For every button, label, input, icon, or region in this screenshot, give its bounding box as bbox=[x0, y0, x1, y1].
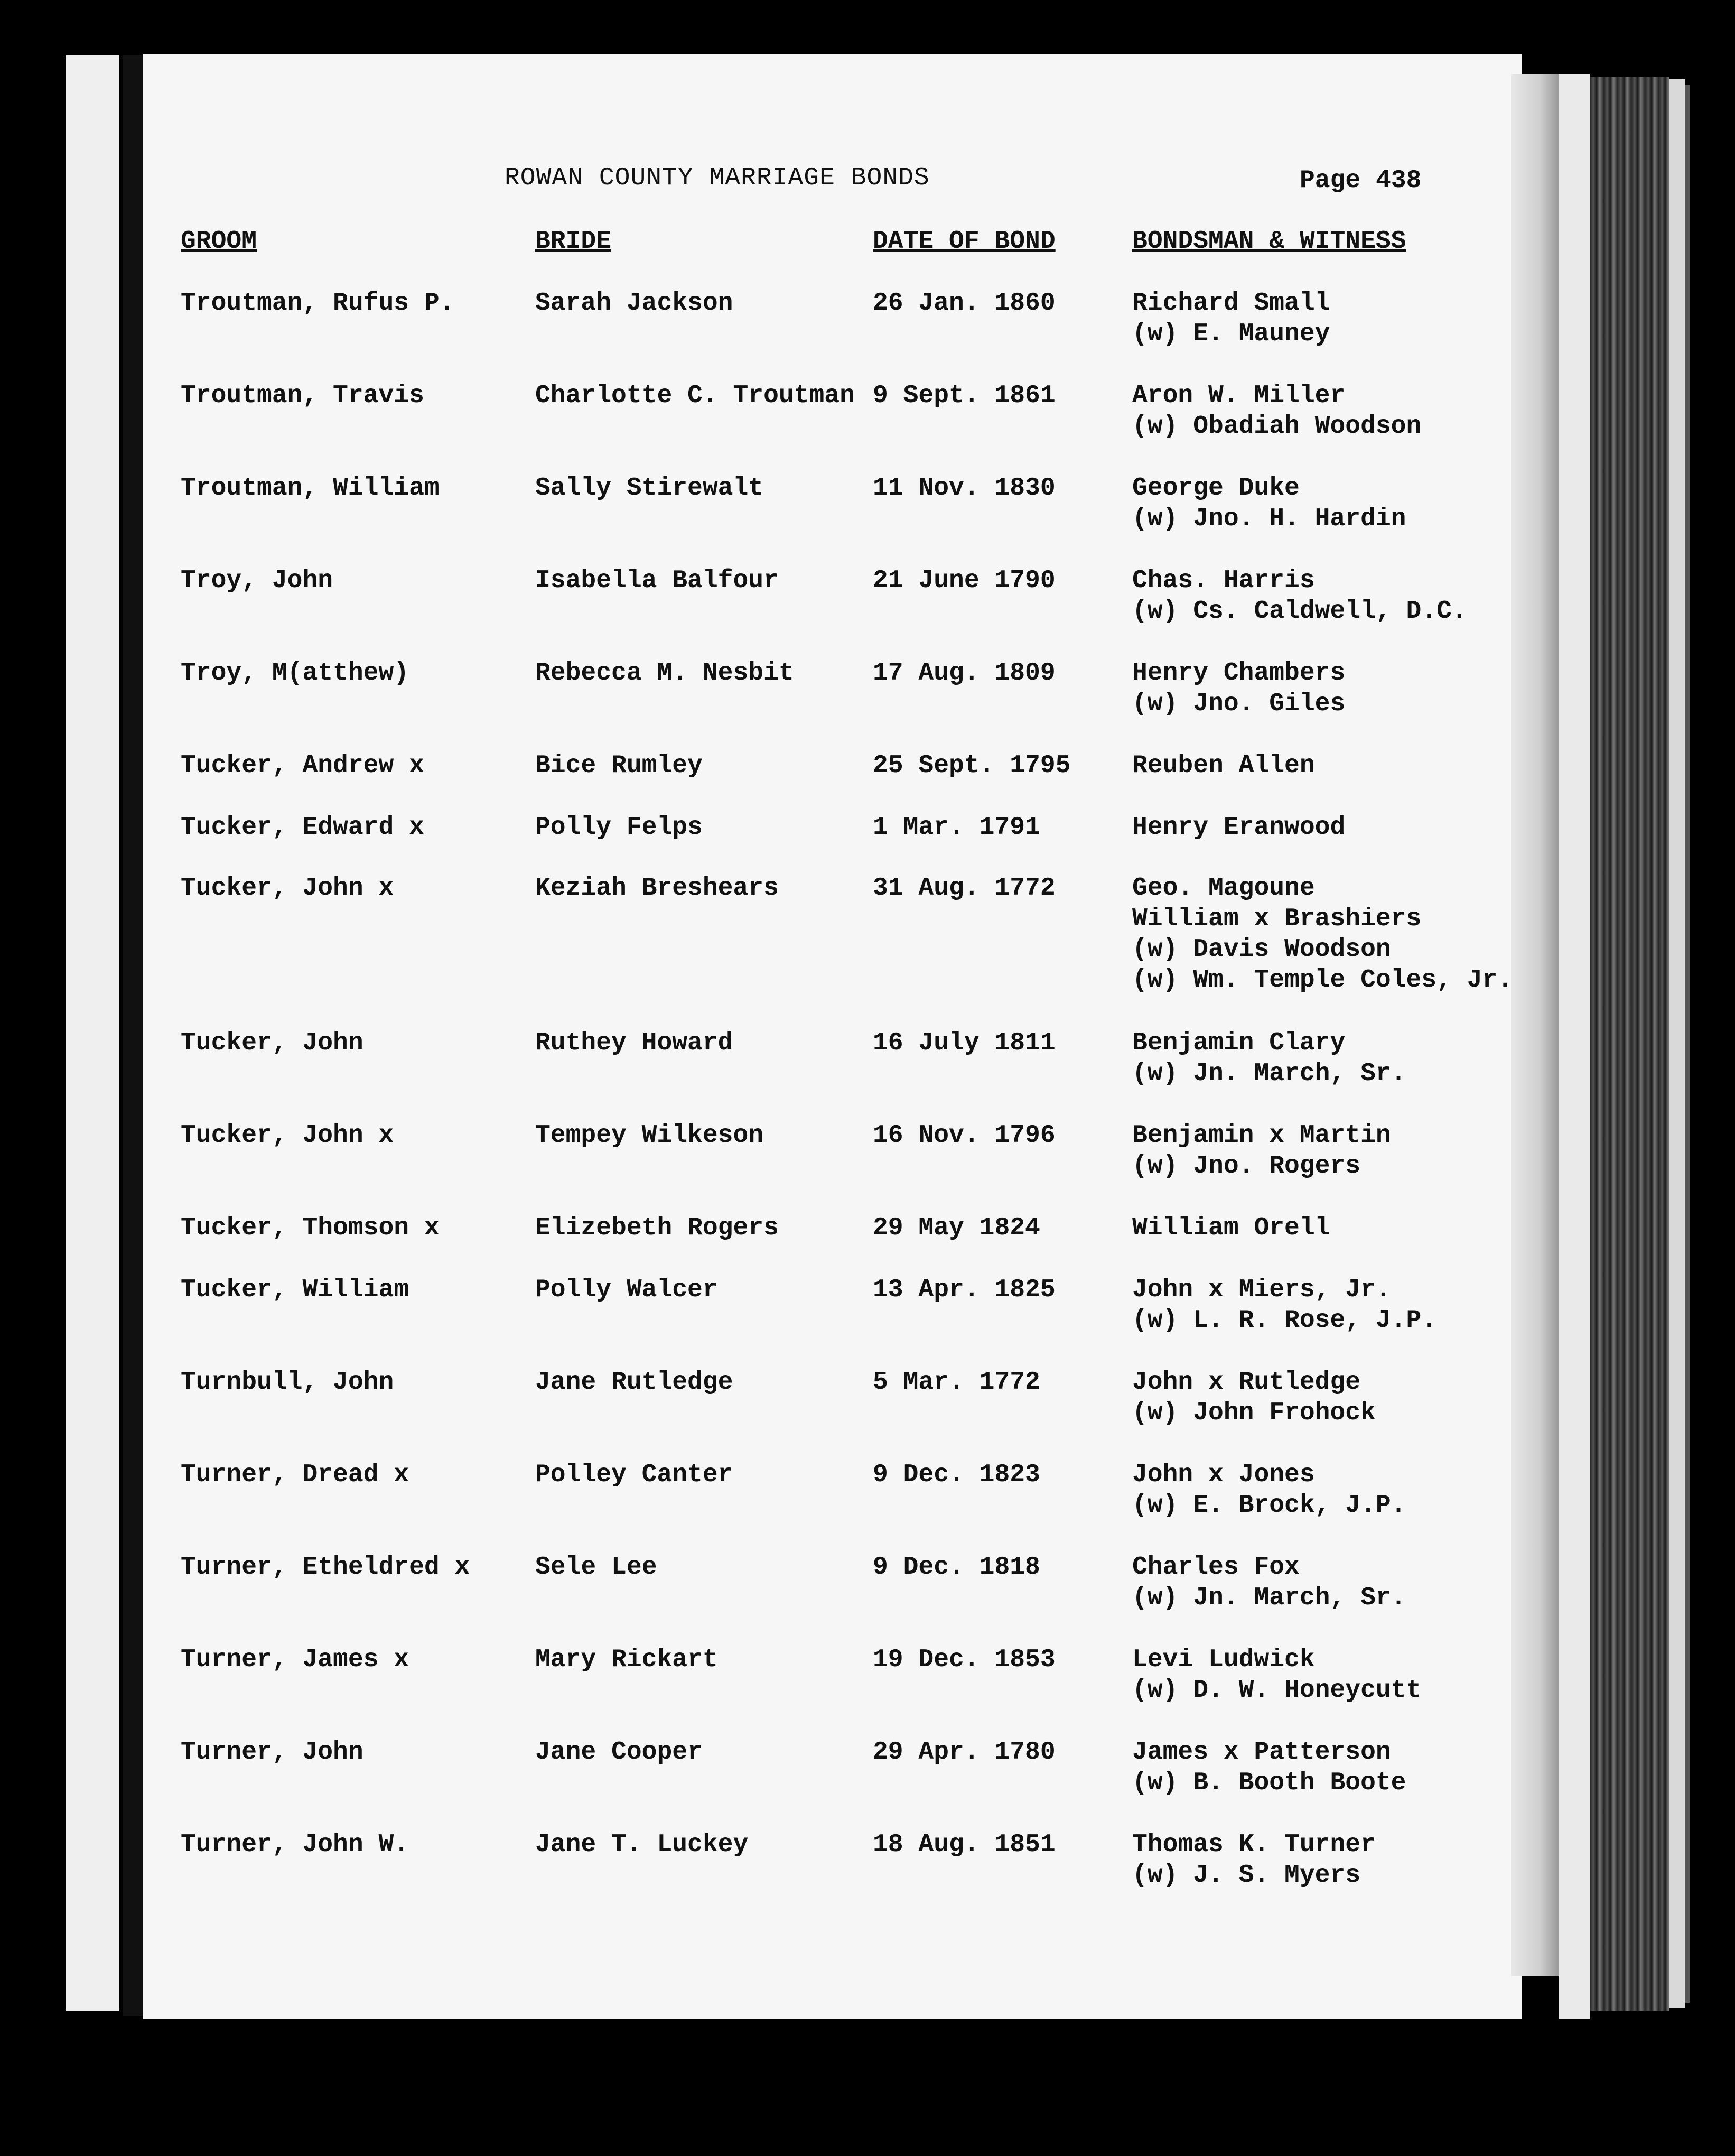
bondsman-witness bbox=[1132, 288, 1330, 349]
bondsman-witness bbox=[1132, 658, 1345, 719]
bondsman-line: Henry Chambers bbox=[1132, 659, 1346, 687]
bond-date: 9 Dec. 1823 bbox=[873, 1461, 1040, 1489]
bondsman-line: William Orell bbox=[1132, 1214, 1330, 1242]
bondsman-witness bbox=[1132, 565, 1467, 627]
bond-date: 29 May 1824 bbox=[873, 1214, 1040, 1242]
bondsman-line: (w) D. W. Honeycutt bbox=[1132, 1676, 1422, 1705]
groom-name: Turner, John W. bbox=[181, 1830, 409, 1859]
bond-date: 16 July 1811 bbox=[873, 1029, 1056, 1057]
bondsman-witness bbox=[1132, 750, 1315, 781]
document-title: ROWAN COUNTY MARRIAGE BONDS bbox=[505, 164, 930, 192]
groom-name: Tucker, Edward x bbox=[181, 813, 424, 842]
bondsman-line: William x Brashiers bbox=[1132, 905, 1422, 933]
groom-name: Tucker, William bbox=[181, 1276, 409, 1304]
bride-name: Jane T. Luckey bbox=[535, 1830, 749, 1859]
bond-date: 21 June 1790 bbox=[873, 566, 1056, 595]
bride-name: Ruthey Howard bbox=[535, 1029, 733, 1057]
bride-name: Polley Canter bbox=[535, 1461, 733, 1489]
bondsman-line: Reuben Allen bbox=[1132, 751, 1315, 780]
bride-name: Keziah Breshears bbox=[535, 874, 779, 903]
groom-name: Tucker, John bbox=[181, 1029, 363, 1057]
bride-name: Charlotte C. Troutman bbox=[535, 382, 855, 410]
bondsman-line: (w) B. Booth Boote bbox=[1132, 1769, 1406, 1797]
right-sheet-edge bbox=[1669, 79, 1685, 2008]
left-page-edge bbox=[66, 55, 119, 2011]
groom-name: Troutman, William bbox=[181, 474, 440, 503]
bondsman-line: (w) Jn. March, Sr. bbox=[1132, 1060, 1406, 1088]
bondsman-witness bbox=[1132, 873, 1513, 996]
bride-name: Jane Rutledge bbox=[535, 1368, 733, 1397]
bride-name: Isabella Balfour bbox=[535, 566, 779, 595]
bondsman-line: (w) Jno. Giles bbox=[1132, 690, 1346, 718]
bride-name: Polly Felps bbox=[535, 813, 703, 842]
bondsman-witness bbox=[1132, 380, 1421, 442]
groom-name: Troy, John bbox=[181, 566, 333, 595]
bondsman-line: Henry Eranwood bbox=[1132, 813, 1346, 842]
page-number: Page 438 bbox=[1300, 166, 1422, 195]
groom-name: Tucker, John x bbox=[181, 1121, 394, 1150]
column-header-groom: GROOM bbox=[181, 227, 257, 256]
bond-date: 26 Jan. 1860 bbox=[873, 289, 1056, 318]
bond-date: 9 Sept. 1861 bbox=[873, 382, 1056, 410]
bondsman-witness bbox=[1132, 1213, 1330, 1243]
groom-name: Turner, James x bbox=[181, 1646, 409, 1674]
groom-name: Tucker, Andrew x bbox=[181, 751, 424, 780]
bondsman-line: (w) Jno. Rogers bbox=[1132, 1152, 1361, 1181]
bond-date: 11 Nov. 1830 bbox=[873, 474, 1056, 503]
column-header-date: DATE OF BOND bbox=[873, 227, 1056, 256]
bride-name: Polly Walcer bbox=[535, 1276, 718, 1304]
bondsman-witness bbox=[1132, 1275, 1436, 1336]
bondsman-witness bbox=[1132, 1120, 1391, 1182]
bondsman-line: Benjamin Clary bbox=[1132, 1029, 1346, 1057]
groom-name: Tucker, John x bbox=[181, 874, 394, 903]
bondsman-witness bbox=[1132, 1644, 1421, 1706]
bond-date: 18 Aug. 1851 bbox=[873, 1830, 1056, 1859]
groom-name: Troy, M(atthew) bbox=[181, 659, 409, 687]
bond-date: 1 Mar. 1791 bbox=[873, 813, 1040, 842]
bride-name: Mary Rickart bbox=[535, 1646, 718, 1674]
page-fold bbox=[1511, 74, 1559, 1976]
bond-date: 19 Dec. 1853 bbox=[873, 1646, 1056, 1674]
bride-name: Sele Lee bbox=[535, 1553, 657, 1582]
bondsman-line: Aron W. Miller bbox=[1132, 382, 1346, 410]
bond-date: 5 Mar. 1772 bbox=[873, 1368, 1040, 1397]
right-sheet-edge-dark bbox=[1685, 85, 1690, 2003]
bride-name: Sarah Jackson bbox=[535, 289, 733, 318]
bondsman-line: Benjamin x Martin bbox=[1132, 1121, 1391, 1150]
bondsman-witness bbox=[1132, 812, 1345, 843]
bond-date: 31 Aug. 1772 bbox=[873, 874, 1056, 903]
bondsman-line: (w) Obadiah Woodson bbox=[1132, 412, 1422, 441]
bondsman-witness bbox=[1132, 1460, 1406, 1521]
bondsman-witness bbox=[1132, 473, 1406, 534]
bondsman-line: John x Rutledge bbox=[1132, 1368, 1361, 1397]
bondsman-line: (w) L. R. Rose, J.P. bbox=[1132, 1306, 1437, 1335]
bride-name: Jane Cooper bbox=[535, 1738, 703, 1767]
groom-name: Turnbull, John bbox=[181, 1368, 394, 1397]
bondsman-witness bbox=[1132, 1552, 1406, 1613]
bondsman-witness bbox=[1132, 1829, 1376, 1891]
bondsman-witness bbox=[1132, 1737, 1406, 1798]
bondsman-line: (w) Cs. Caldwell, D.C. bbox=[1132, 597, 1467, 626]
groom-name: Turner, Dread x bbox=[181, 1461, 409, 1489]
right-page-edge bbox=[1559, 74, 1590, 2019]
groom-name: Turner, John bbox=[181, 1738, 363, 1767]
groom-name: Tucker, Thomson x bbox=[181, 1214, 440, 1242]
bond-date: 9 Dec. 1818 bbox=[873, 1553, 1040, 1582]
bond-date: 25 Sept. 1795 bbox=[873, 751, 1071, 780]
bondsman-line: (w) Wm. Temple Coles, Jr. bbox=[1132, 966, 1513, 995]
groom-name: Troutman, Rufus P. bbox=[181, 289, 455, 318]
bondsman-line: Levi Ludwick bbox=[1132, 1646, 1315, 1674]
bondsman-line: (w) John Frohock bbox=[1132, 1399, 1376, 1427]
bondsman-witness bbox=[1132, 1028, 1406, 1089]
bondsman-witness bbox=[1132, 1367, 1376, 1428]
bride-name: Sally Stirewalt bbox=[535, 474, 764, 503]
bondsman-line: Thomas K. Turner bbox=[1132, 1830, 1376, 1859]
bond-date: 16 Nov. 1796 bbox=[873, 1121, 1056, 1150]
bondsman-line: (w) Jn. March, Sr. bbox=[1132, 1584, 1406, 1612]
bondsman-line: John x Miers, Jr. bbox=[1132, 1276, 1391, 1304]
bride-name: Tempey Wilkeson bbox=[535, 1121, 764, 1150]
bondsman-line: (w) E. Brock, J.P. bbox=[1132, 1491, 1406, 1520]
bondsman-line: (w) Davis Woodson bbox=[1132, 935, 1391, 964]
groom-name: Troutman, Travis bbox=[181, 382, 424, 410]
bondsman-line: George Duke bbox=[1132, 474, 1300, 503]
paper-shadow bbox=[123, 55, 144, 2016]
bond-date: 17 Aug. 1809 bbox=[873, 659, 1056, 687]
bondsman-line: (w) Jno. H. Hardin bbox=[1132, 505, 1406, 533]
bondsman-line: Geo. Magoune bbox=[1132, 874, 1315, 903]
bondsman-line: John x Jones bbox=[1132, 1461, 1315, 1489]
bondsman-line: (w) J. S. Myers bbox=[1132, 1861, 1361, 1890]
bride-name: Elizebeth Rogers bbox=[535, 1214, 779, 1242]
bondsman-line: Richard Small bbox=[1132, 289, 1330, 318]
book-spine bbox=[1590, 77, 1669, 2011]
column-header-bride: BRIDE bbox=[535, 227, 612, 256]
bride-name: Bice Rumley bbox=[535, 751, 703, 780]
bond-date: 29 Apr. 1780 bbox=[873, 1738, 1056, 1767]
bride-name: Rebecca M. Nesbit bbox=[535, 659, 794, 687]
bondsman-line: James x Patterson bbox=[1132, 1738, 1391, 1767]
bondsman-line: (w) E. Mauney bbox=[1132, 320, 1330, 348]
column-header-bondsman: BONDSMAN & WITNESS bbox=[1132, 227, 1406, 256]
bond-date: 13 Apr. 1825 bbox=[873, 1276, 1056, 1304]
bondsman-line: Charles Fox bbox=[1132, 1553, 1300, 1582]
bondsman-line: Chas. Harris bbox=[1132, 566, 1315, 595]
groom-name: Turner, Etheldred x bbox=[181, 1553, 470, 1582]
